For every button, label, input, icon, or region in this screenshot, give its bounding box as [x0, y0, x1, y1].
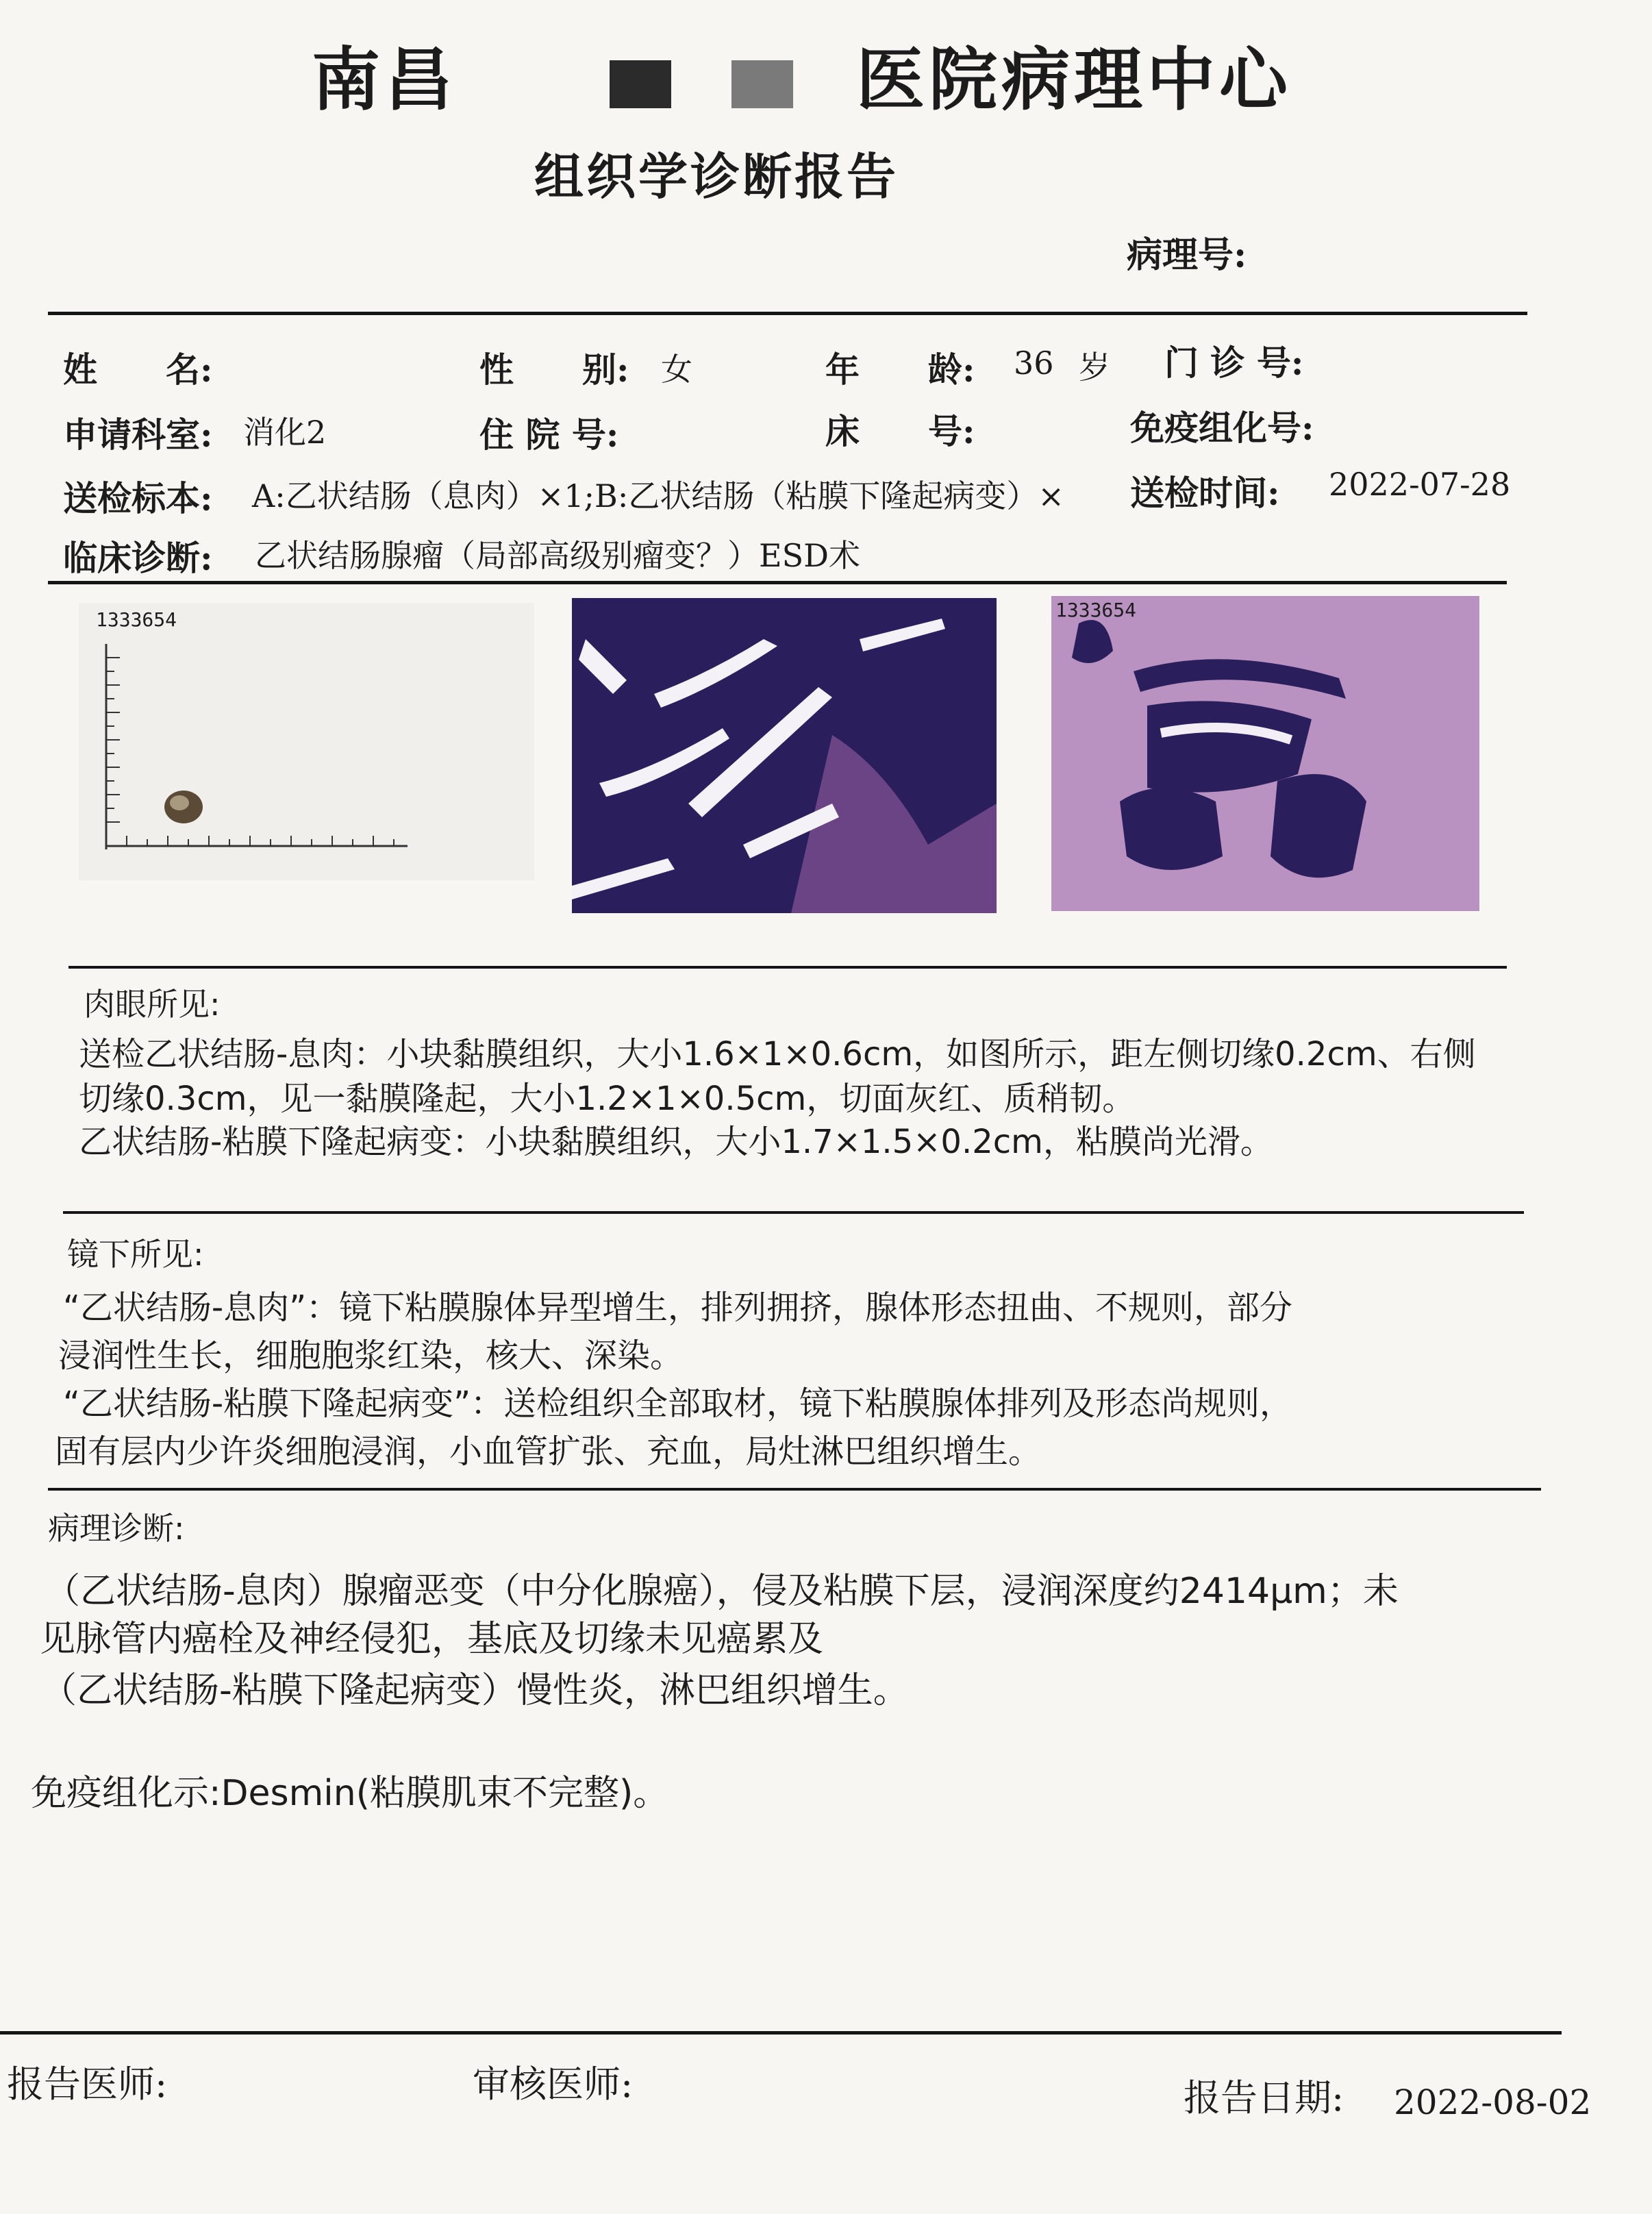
gross-line: 乙状结肠-粘膜下隆起病变：小块黏膜组织，大小1.7×1.5×0.2cm，粘膜尚光滑。 [79, 1123, 1273, 1161]
bed-no-label: 床 号: [825, 411, 975, 451]
dept-value: 消化2 [243, 414, 327, 451]
diagnosis-line: 见脉管内癌栓及神经侵犯，基底及切缘未见癌累及 [40, 1619, 824, 1660]
specimen-id-label: 1333654 [96, 608, 177, 631]
microscopic-section-title: 镜下所见: [67, 1236, 204, 1273]
report-date-value: 2022-08-02 [1394, 2082, 1592, 2122]
name-label: 姓 名: [63, 349, 213, 390]
report-date-label: 报告日期: [1184, 2076, 1344, 2119]
microscopic-line: 固有层内少许炎细胞浸润，小血管扩张、充血，局灶淋巴组织增生。 [55, 1432, 1042, 1471]
divider [0, 2031, 1562, 2035]
submit-time-label: 送检时间: [1130, 473, 1280, 513]
gross-line: 切缘0.3cm，见一黏膜隆起，大小1.2×1×0.5cm，切面灰红、质稍韧。 [79, 1080, 1136, 1118]
report-title: 组织学诊断报告 [534, 147, 899, 206]
dept-label: 申请科室: [63, 414, 213, 455]
age-value: 36 [1014, 345, 1054, 382]
diagnosis-section-title: 病理诊断: [48, 1510, 185, 1547]
clinical-diagnosis-label: 临床诊断: [63, 538, 213, 578]
ruler-icon [79, 603, 534, 880]
divider [68, 966, 1507, 969]
clinical-diagnosis-value: 乙状结肠腺瘤（局部高级别瘤变？）ESD术 [255, 537, 860, 574]
microscopic-line: “乙状结肠-息肉”：镜下粘膜腺体异型增生，排列拥挤，腺体形态扭曲、不规则，部分 [63, 1289, 1293, 1327]
submit-time-value: 2022-07-28 [1329, 466, 1511, 503]
ihc-result: 免疫组化示:Desmin(粘膜肌束不完整)。 [31, 1773, 669, 1814]
outpatient-no-label: 门 诊 号: [1164, 343, 1304, 383]
diagnosis-line: （乙状结肠-息肉）腺瘤恶变（中分化腺癌），侵及粘膜下层，浸润深度约2414μm；未 [45, 1571, 1399, 1612]
hospital-name-prefix: 南昌 [312, 39, 457, 120]
reviewing-physician-label: 审核医师: [473, 2063, 634, 2106]
divider [63, 1211, 1524, 1214]
microscopic-line: “乙状结肠-粘膜下隆起病变”：送检组织全部取材，镜下粘膜腺体排列及形态尚规则， [63, 1384, 1293, 1423]
redaction-block [731, 60, 793, 108]
divider [48, 581, 1507, 584]
age-unit: 岁 [1079, 349, 1110, 386]
micrograph-id-label: 1333654 [1055, 599, 1137, 621]
redaction-block [610, 60, 671, 108]
specimen-value: A:乙状结肠（息肉）×1;B:乙状结肠（粘膜下隆起病变）× [252, 477, 1064, 514]
micrograph-1 [572, 598, 997, 913]
divider [48, 312, 1527, 315]
divider [48, 1488, 1541, 1491]
pathology-no-label: 病理号: [1127, 234, 1247, 276]
diagnosis-line: （乙状结肠-粘膜下隆起病变）慢性炎，淋巴组织增生。 [41, 1670, 909, 1711]
specimen-label: 送检标本: [63, 478, 213, 519]
age-label: 年 龄: [825, 349, 975, 390]
inpatient-no-label: 住 院 号: [479, 414, 619, 455]
hospital-name-suffix: 医院病理中心 [856, 39, 1292, 120]
tissue-micrograph-icon [572, 598, 997, 913]
micrograph-2 [1051, 596, 1479, 911]
gross-line: 送检乙状结肠-息肉：小块黏膜组织，大小1.6×1×0.6cm，如图所示，距左侧切缘0.2cm、右侧 [79, 1035, 1476, 1073]
tissue-micrograph-icon [1051, 596, 1479, 911]
ihc-no-label: 免疫组化号: [1130, 408, 1314, 448]
gross-section-title: 肉眼所见: [84, 986, 221, 1023]
microscopic-line: 浸润性生长，细胞胞浆红染，核大、深染。 [58, 1336, 684, 1375]
sex-label: 性 别: [479, 349, 629, 390]
sex-value: 女 [661, 351, 692, 388]
reporting-physician-label: 报告医师: [7, 2063, 168, 2106]
specimen-photo [79, 603, 534, 880]
